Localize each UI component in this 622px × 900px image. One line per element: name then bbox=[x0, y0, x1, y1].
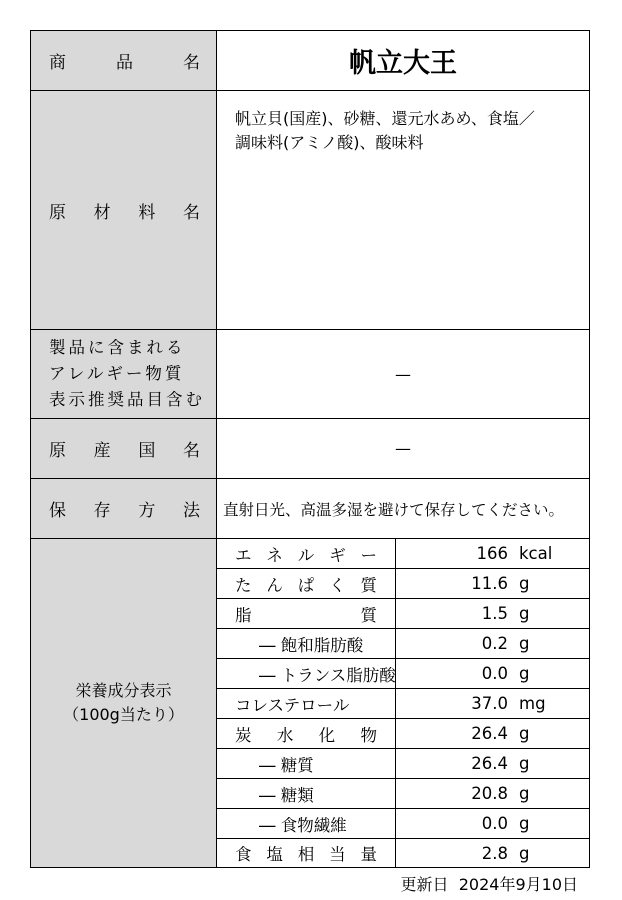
nutrition-unit: g bbox=[519, 724, 530, 743]
origin-row bbox=[31, 419, 589, 479]
nutrition-name: ― 糖質 bbox=[217, 749, 396, 778]
product-name-row bbox=[31, 31, 589, 91]
allergens-row bbox=[31, 330, 589, 419]
nutrition-unit: kcal bbox=[519, 544, 553, 563]
allergens-value: — bbox=[395, 364, 411, 384]
nutrition-unit: g bbox=[519, 574, 530, 593]
ingredients-row bbox=[31, 91, 589, 330]
nutrition-row bbox=[217, 629, 589, 659]
storage-value: 直射日光、高温多湿を避けて保存してください。 bbox=[223, 500, 565, 519]
storage-row bbox=[31, 479, 589, 539]
nutrition-value: 26.4 bbox=[471, 754, 508, 773]
nutrition-row bbox=[217, 539, 589, 569]
nutrition-name: 食 塩 相 当 量 bbox=[217, 839, 396, 867]
nutrition-row bbox=[31, 539, 589, 867]
product-name-value: 帆立大王 bbox=[349, 48, 457, 79]
nutrition-unit: g bbox=[519, 843, 530, 863]
updated-date: 更新日 2024年9月10日 bbox=[400, 875, 578, 894]
nutrition-unit: g bbox=[519, 604, 530, 623]
nutrition-name: た ん ぱ く 質 bbox=[217, 569, 396, 598]
nutrition-unit: mg bbox=[519, 694, 546, 713]
nutrition-name: 炭 水 化 物 bbox=[217, 719, 396, 748]
nutrition-value: 0.0 bbox=[481, 664, 508, 683]
nutrition-name: ― 飽和脂肪酸 bbox=[217, 629, 396, 658]
nutrition-value: 1.5 bbox=[481, 604, 508, 623]
nutrition-name: ― トランス脂肪酸 bbox=[217, 659, 396, 688]
nutrition-name: ― 食物繊維 bbox=[217, 809, 396, 838]
nutrition-unit: g bbox=[519, 634, 530, 653]
nutrition-value: 11.6 bbox=[471, 574, 508, 593]
nutrition-name: エ ネ ル ギ ー bbox=[217, 539, 396, 568]
nutrition-value: 0.2 bbox=[481, 634, 508, 653]
nutrition-row bbox=[217, 689, 589, 719]
nutrition-unit: g bbox=[519, 814, 530, 833]
product-name-cell bbox=[217, 31, 589, 90]
nutrition-row bbox=[217, 569, 589, 599]
nutrition-row bbox=[217, 749, 589, 779]
nutrition-name: 脂 質 bbox=[217, 599, 396, 628]
origin-cell bbox=[217, 419, 589, 478]
origin-label: 原 産 国 名 bbox=[31, 419, 217, 478]
nutrition-value: 0.0 bbox=[481, 814, 508, 833]
nutrition-row bbox=[217, 659, 589, 689]
nutrition-row bbox=[217, 599, 589, 629]
nutrition-name: コレステロール bbox=[217, 689, 396, 718]
nutrition-name: ― 糖類 bbox=[217, 779, 396, 808]
nutrition-value: 26.4 bbox=[471, 724, 508, 743]
food-label-table bbox=[30, 30, 590, 868]
nutrition-row bbox=[217, 779, 589, 809]
nutrition-unit: g bbox=[519, 754, 530, 773]
nutrition-unit: g bbox=[519, 784, 530, 803]
nutrition-row bbox=[217, 719, 589, 749]
nutrition-row bbox=[217, 839, 589, 867]
nutrition-value: 20.8 bbox=[471, 784, 508, 803]
origin-value: — bbox=[395, 439, 411, 458]
nutrition-value: 2.8 bbox=[481, 843, 508, 863]
ingredients-label: 原 材 料 名 bbox=[31, 91, 217, 329]
storage-label: 保 存 方 法 bbox=[31, 479, 217, 538]
ingredients-value: 帆立貝(国産)、砂糖、還元水あめ、食塩／ 調味料(アミノ酸)、酸味料 bbox=[235, 109, 535, 152]
nutrition-unit: g bbox=[519, 664, 530, 683]
product-name-label: 商 品 名 bbox=[31, 31, 217, 90]
nutrition-value: 166 bbox=[476, 544, 508, 563]
allergens-cell bbox=[217, 330, 589, 418]
allergens-label: 製品に含まれる アレルギー物質 表示推奨品目含む bbox=[31, 330, 217, 418]
nutrition-label: 栄養成分表示 （100g当たり） bbox=[31, 539, 217, 867]
nutrition-row bbox=[217, 809, 589, 839]
nutrition-value: 37.0 bbox=[471, 694, 508, 713]
